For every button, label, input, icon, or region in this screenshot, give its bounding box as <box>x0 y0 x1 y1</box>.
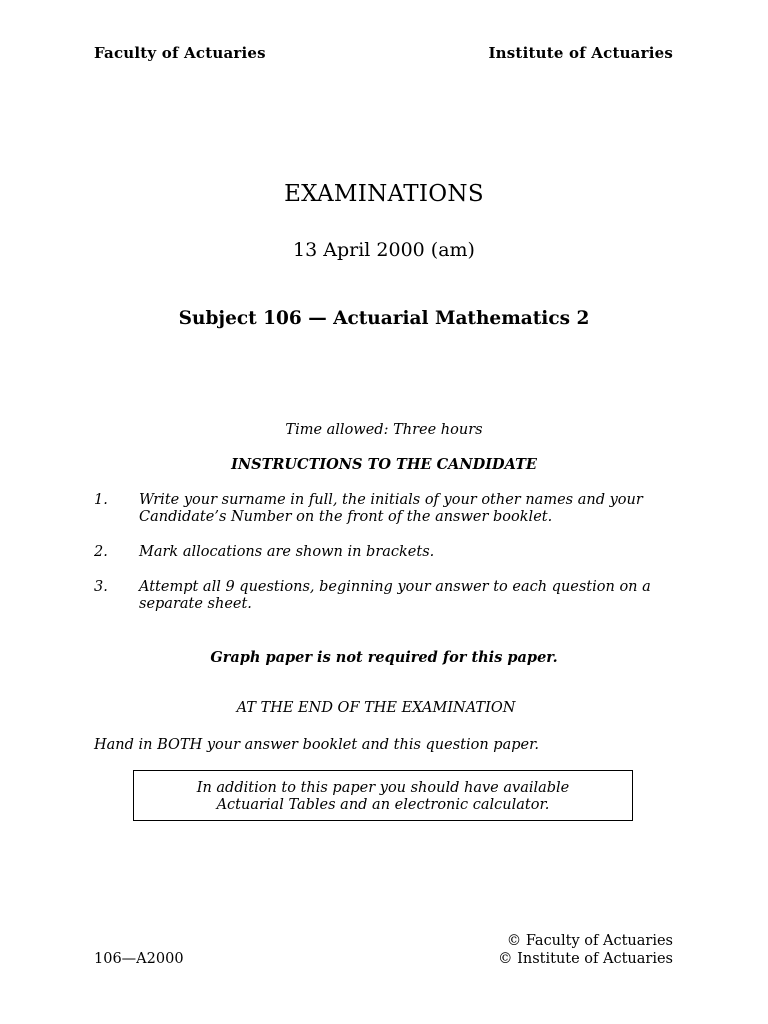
notice-line-2: Actuarial Tables and an electronic calculator. <box>216 797 550 813</box>
instruction-item <box>94 492 654 528</box>
header-institute: Institute of Actuaries <box>488 44 673 62</box>
instruction-item <box>94 544 654 562</box>
page-title: EXAMINATIONS <box>284 181 484 207</box>
materials-notice-box <box>133 770 633 821</box>
instruction-text <box>139 544 659 561</box>
notice-line-1: In addition to this paper you should have available <box>196 780 570 796</box>
copyright-faculty: © Faculty of Actuaries <box>506 933 673 949</box>
header-faculty: Faculty of Actuaries <box>94 44 266 62</box>
graph-paper-note: Graph paper is not required for this paper. <box>210 649 558 666</box>
instruction-number: 1. <box>94 492 108 508</box>
instructions-heading: INSTRUCTIONS TO THE CANDIDATE <box>231 456 537 473</box>
paper-code: 106—A2000 <box>94 951 184 967</box>
instruction-text <box>139 579 659 613</box>
instruction-line: Mark allocations are shown in brackets. <box>139 544 435 560</box>
exam-date: 13 April 2000 (am) <box>293 239 475 261</box>
time-allowed: Time allowed: Three hours <box>285 422 483 438</box>
instruction-line: Candidate’s Number on the front of the answer booklet. <box>139 509 553 525</box>
instruction-line: Attempt all 9 questions, beginning your answer to each question on a <box>139 579 651 595</box>
instruction-line: Write your surname in full, the initials of your other names and your <box>139 492 643 508</box>
instruction-text <box>139 492 659 526</box>
instruction-number: 3. <box>94 579 108 595</box>
instruction-item <box>94 579 654 615</box>
instruction-number: 2. <box>94 544 108 560</box>
copyright-institute: © Institute of Actuaries <box>498 951 673 967</box>
hand-in-instruction: Hand in BOTH your answer booklet and this question paper. <box>94 737 540 753</box>
exam-subject: Subject 106 — Actuarial Mathematics 2 <box>178 308 590 329</box>
instruction-line: separate sheet. <box>139 596 252 612</box>
end-of-exam-heading: AT THE END OF THE EXAMINATION <box>236 700 516 716</box>
